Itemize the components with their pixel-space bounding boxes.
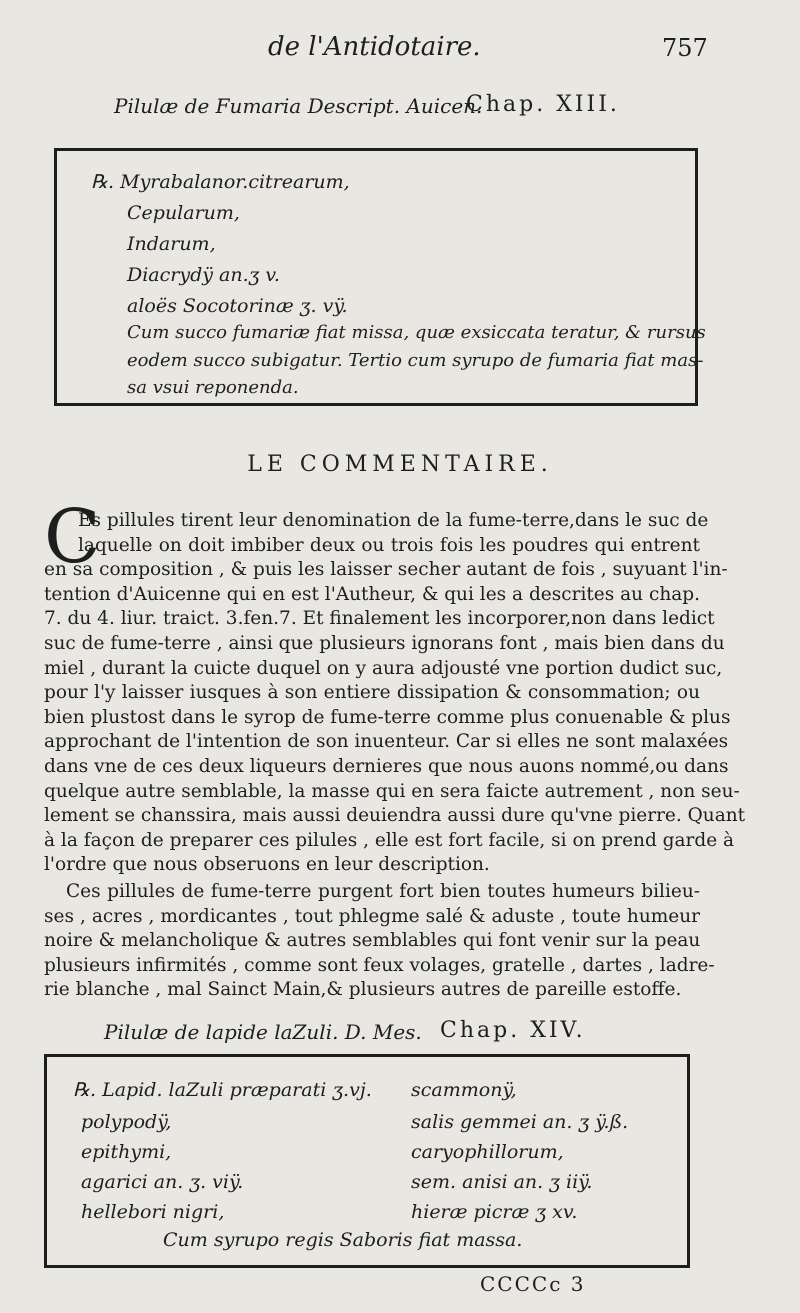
text-line: approchant de l'intention de son inuenteur. Car si elles ne sont malaxées [44, 731, 729, 753]
text-line: pour l'y laisser iusques à son entiere dissipation & consommation; ou [44, 682, 700, 704]
chapter14-number: Chap. XIV. [440, 1018, 586, 1043]
recipe-line: salis gemmei an. ʒ ÿ.ß. [411, 1111, 629, 1133]
recipe-line: ℞. Lapid. laZuli præparati ʒ.vj. [73, 1079, 372, 1101]
recipe-line: aloës Socotorinæ ʒ. vÿ. [127, 295, 348, 317]
running-title: de l'Antidotaire. [268, 32, 481, 62]
chapter14-title: Pilulæ de lapide laZuli. D. Mes. [104, 1020, 422, 1044]
text-line: noire & melancholique & autres semblables qui font venir sur la peau [44, 930, 701, 952]
text-line: Es pillules tirent leur denomination de la fume-terre,dans le suc de [78, 510, 709, 531]
recipe-line: Diacrydÿ an.ʒ v. [127, 264, 280, 286]
chapter13-title: Pilulæ de Fumaria Descript. Auicen. [114, 94, 483, 118]
recipe-line: epithymi, [81, 1141, 172, 1163]
text-line: suc de fume-terre , ainsi que plusieurs ignorans font , mais bien dans du [44, 632, 725, 654]
text-line: l'ordre que nous obseruons en leur description. [44, 854, 490, 876]
recipe-line: Indarum, [127, 233, 216, 255]
text-line: quelque autre semblable, la masse qui en sera faicte autrement , non seu- [44, 780, 740, 802]
recipe-line: Cepularum, [127, 202, 240, 224]
text-line: plusieurs infirmités , comme sont feux volages, gratelle , dartes , ladre- [44, 954, 715, 976]
text-line: bien plustost dans le syrop de fume-terre comme plus conuenable & plus [44, 706, 731, 728]
recipe-line: caryophillorum, [411, 1141, 564, 1163]
text-line: ses , acres , mordicantes , tout phlegme salé & aduste , toute humeur [44, 905, 700, 927]
recipe-line: Cum succo fumariæ fiat missa, quæ exsiccata teratur, & rursus [127, 322, 706, 343]
text-line: Ces pillules de fume-terre purgent fort bien toutes humeurs bilieu- [66, 881, 700, 902]
recipe-line: agarici an. ʒ. viÿ. [81, 1171, 244, 1193]
chapter14-heading [0, 1018, 800, 1048]
recipe-line: sa vsui reponenda. [127, 377, 299, 398]
recipe-line: polypodÿ, [81, 1111, 172, 1133]
text-line: miel , durant la cuicte duquel on y aura adjousté vne portion dudict suc, [44, 657, 723, 679]
text-line: tention d'Auicenne qui en est l'Autheur, & qui les a descrites au chap. [44, 583, 700, 605]
chapter13-recipe-box [54, 148, 706, 406]
text-line: lement se chanssira, mais aussi deuiendra aussi dure qu'vne pierre. Quant [44, 805, 746, 827]
text-line: à la façon de preparer ces pilules , elle est fort facile, si on prend garde à [44, 829, 735, 851]
commentary-heading: LE COMMENTAIRE. [247, 452, 553, 477]
recipe-line: ℞. Myrabalanor.citrearum, [91, 171, 350, 193]
page-number: 757 [662, 34, 708, 62]
recipe-line: scammonÿ, [411, 1079, 517, 1101]
recipe-line: hellebori nigri, [81, 1201, 225, 1223]
commentary-paragraph-2 [44, 880, 715, 1003]
text-line: dans vne de ces deux liqueurs dernieres que nous auons nommé,ou dans [44, 755, 729, 777]
chapter13-number: Chap. XIII. [466, 92, 620, 117]
drop-cap: C [44, 494, 101, 580]
text-line: en sa composition , & puis les laisser secher autant de fois , suyuant l'in- [44, 559, 728, 581]
chapter14-recipe-box [44, 1054, 690, 1268]
running-head [0, 30, 800, 66]
recipe-line: eodem succo subigatur. Tertio cum syrupo de fumaria fiat mas- [127, 350, 704, 371]
recipe-line: sem. anisi an. ʒ iiÿ. [411, 1171, 593, 1193]
signature-mark: CCCCc 3 [480, 1272, 586, 1296]
text-line: 7. du 4. liur. traict. 3.fen.7. Et finalement les incorporer,non dans ledict [44, 608, 715, 630]
recipe-line: Cum syrupo regis Saboris fiat massa. [163, 1229, 523, 1251]
text-line: laquelle on doit imbiber deux ou trois fois les poudres qui entrent [78, 534, 700, 556]
text-line: rie blanche , mal Sainct Main,& plusieurs autres de pareille estoffe. [44, 979, 682, 1001]
chapter13-heading [0, 92, 800, 122]
recipe-line: hieræ picræ ʒ xv. [411, 1201, 578, 1223]
commentary-paragraph-1 [44, 509, 746, 878]
